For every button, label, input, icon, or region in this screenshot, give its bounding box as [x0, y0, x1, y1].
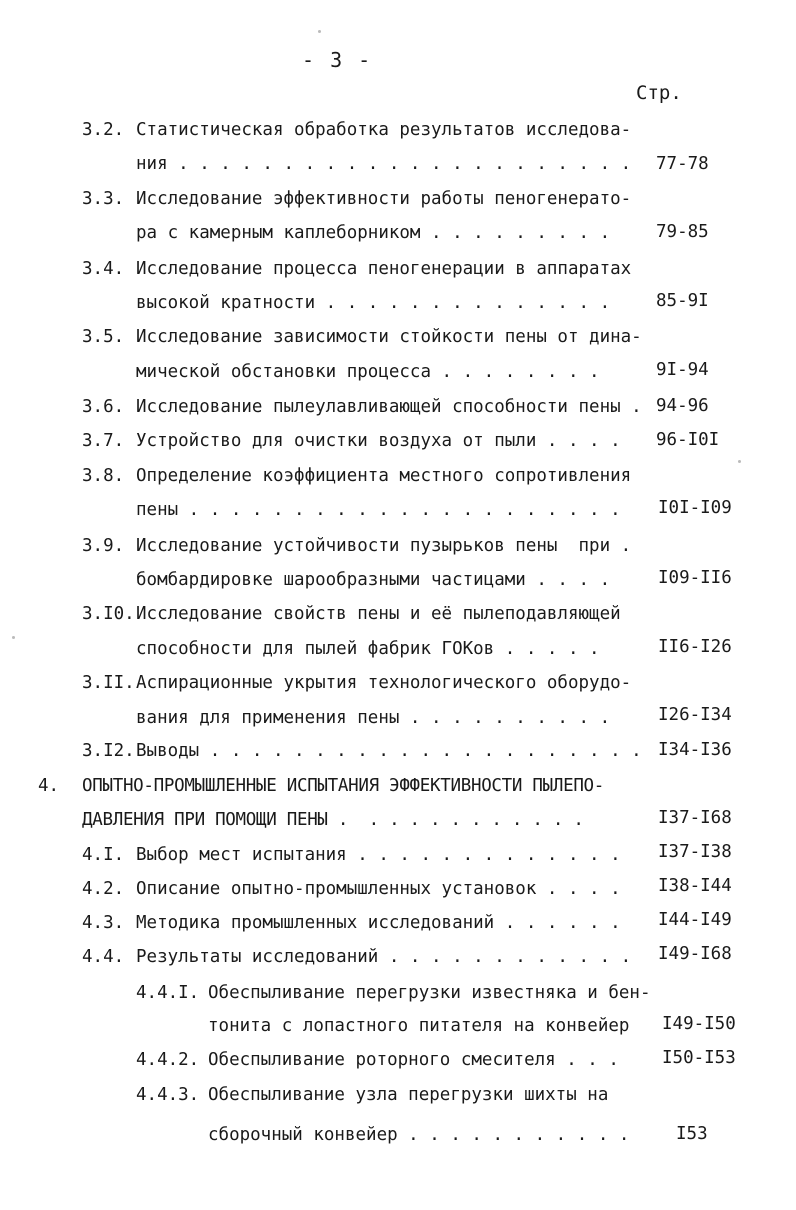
toc-entry-number: 3.4.	[82, 259, 125, 279]
toc-entry-number: 4.I.	[82, 845, 125, 865]
toc-entry-pages: 79-85	[656, 222, 709, 242]
page-column-label: Стр.	[636, 82, 682, 104]
toc-entry-pages: 96-I0I	[656, 430, 720, 450]
toc-entry-title: Методика промышленных исследований . . . . . .	[136, 913, 621, 933]
toc-entry-title: Исследование зависимости стойкости пены от дина-	[136, 327, 642, 347]
toc-subentry-title: Обеспыливание перегрузки известняка и бен-	[208, 983, 651, 1003]
toc-entry-pages: I38-I44	[658, 876, 732, 896]
toc-subentry-title: Обеспыливание роторного смесителя . . .	[208, 1050, 619, 1070]
toc-subentry-pages: I53	[676, 1124, 708, 1144]
toc-entry-number: 3.2.	[82, 120, 125, 140]
toc-entry-pages: I49-I68	[658, 944, 732, 964]
toc-entry-title: Выбор мест испытания . . . . . . . . . . . . .	[136, 845, 621, 865]
toc-entry-pages: I37-I38	[658, 842, 732, 862]
toc-entry-number: 3.8.	[82, 466, 125, 486]
toc-entry-pages: II6-I26	[658, 637, 732, 657]
scan-speck	[318, 30, 321, 33]
toc-entry-title: Исследование эффективности работы пеногенерато-	[136, 189, 632, 209]
toc-entry-title-cont: вания для применения пены . . . . . . . . . .	[136, 708, 611, 728]
toc-entry-title: Статистическая обработка результатов исследова-	[136, 120, 632, 140]
toc-entry-pages: 94-96	[656, 396, 709, 416]
toc-entry-pages: I44-I49	[658, 910, 732, 930]
toc-entry-title-cont: пены . . . . . . . . . . . . . . . . . . . . .	[136, 500, 621, 520]
toc-entry-title: Исследование пылеулавливающей способности пены .	[136, 397, 642, 417]
scan-speck	[12, 636, 15, 639]
toc-subentry-number: 4.4.3.	[136, 1085, 200, 1105]
toc-subentry-title: Обеспыливание узла перегрузки шихты на	[208, 1085, 609, 1105]
toc-entry-pages: 9I-94	[656, 360, 709, 380]
section-number: 4.	[38, 776, 60, 796]
toc-entry-pages: I34-I36	[658, 740, 732, 760]
page-number: - 3 -	[302, 48, 373, 72]
toc-entry-title: Результаты исследований . . . . . . . . . . . .	[136, 947, 632, 967]
toc-entry-number: 4.4.	[82, 947, 125, 967]
toc-entry-title: Аспирационные укрытия технологического оборудо-	[136, 673, 632, 693]
toc-subentry-number: 4.4.2.	[136, 1050, 200, 1070]
section-pages: I37-I68	[658, 808, 732, 828]
toc-entry-pages: I26-I34	[658, 705, 732, 725]
toc-subentry-title-cont: сборочный конвейер . . . . . . . . . . .	[208, 1125, 630, 1145]
toc-entry-title-cont: бомбардировке шарообразными частицами . . . .	[136, 570, 611, 590]
toc-entry-title-cont: ра с камерным каплеборником . . . . . . . . .	[136, 223, 611, 243]
toc-entry-title-cont: способности для пылей фабрик ГОКов . . . . .	[136, 639, 600, 659]
toc-entry-title-cont: ния . . . . . . . . . . . . . . . . . . . . . .	[136, 154, 632, 174]
toc-entry-number: 4.3.	[82, 913, 125, 933]
toc-entry-number: 3.6.	[82, 397, 125, 417]
toc-entry-title: Выводы . . . . . . . . . . . . . . . . . . . . .	[136, 741, 642, 761]
toc-entry-number: 4.2.	[82, 879, 125, 899]
toc-entry-number: 3.9.	[82, 536, 125, 556]
toc-entry-title: Исследование устойчивости пузырьков пены при .	[136, 536, 632, 556]
toc-subentry-title-cont: тонита с лопастного питателя на конвейер	[208, 1016, 630, 1036]
scan-speck	[738, 460, 741, 463]
toc-entry-title-cont: высокой кратности . . . . . . . . . . . . . .	[136, 293, 611, 313]
toc-entry-number: 3.3.	[82, 189, 125, 209]
toc-subentry-pages: I49-I50	[662, 1014, 736, 1034]
section-title-cont: ДАВЛЕНИЯ ПРИ ПОМОЩИ ПЕНЫ . . . . . . . . . . . .	[82, 810, 584, 830]
toc-entry-pages: I0I-I09	[658, 498, 732, 518]
toc-entry-pages: 85-9I	[656, 291, 709, 311]
toc-entry-number: 3.I2.	[82, 741, 135, 761]
toc-subentry-pages: I50-I53	[662, 1048, 736, 1068]
toc-entry-pages: 77-78	[656, 154, 709, 174]
toc-entry-number: 3.5.	[82, 327, 125, 347]
toc-entry-title: Определение коэффициента местного сопротивления	[136, 466, 632, 486]
toc-entry-number: 3.I0.	[82, 604, 135, 624]
toc-entry-number: 3.II.	[82, 673, 135, 693]
toc-entry-title-cont: мической обстановки процесса . . . . . . . .	[136, 362, 600, 382]
toc-entry-number: 3.7.	[82, 431, 125, 451]
toc-entry-title: Исследование процесса пеногенерации в аппаратах	[136, 259, 632, 279]
toc-entry-title: Описание опытно-промышленных установок . . . .	[136, 879, 621, 899]
toc-subentry-number: 4.4.I.	[136, 983, 200, 1003]
toc-entry-title: Исследование свойств пены и её пылеподавляющей	[136, 604, 621, 624]
toc-entry-title: Устройство для очистки воздуха от пыли . . . .	[136, 431, 621, 451]
toc-entry-pages: I09-II6	[658, 568, 732, 588]
section-title: ОПЫТНО-ПРОМЫШЛЕННЫЕ ИСПЫТАНИЯ ЭФФЕКТИВНОСТИ ПЫЛЕПО-	[82, 776, 605, 796]
